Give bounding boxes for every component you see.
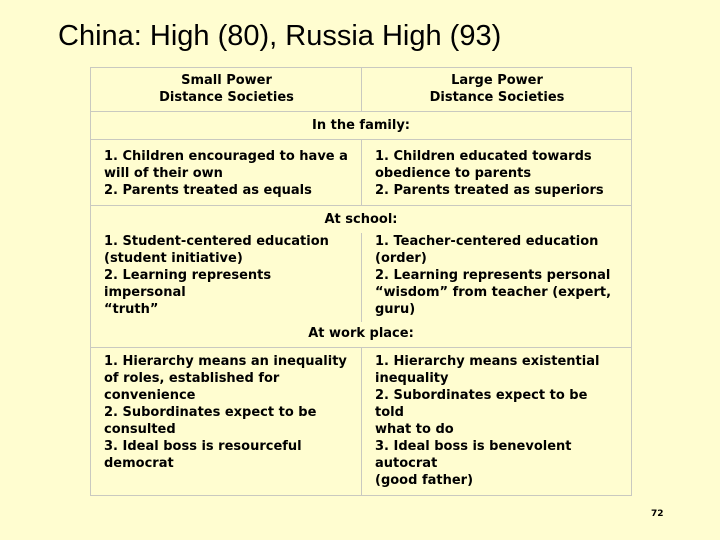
cell-line: 3. Ideal boss is resourceful	[104, 439, 302, 454]
cell-line: “wisdom” from teacher (expert,	[375, 285, 612, 300]
cell-line: 1. Hierarchy means an inequality	[104, 354, 347, 369]
table-row-school	[91, 233, 631, 322]
cell-line: (order)	[375, 251, 427, 266]
cell-line: of roles, established for	[104, 371, 280, 386]
cell-line: 1. Children educated towards	[375, 149, 592, 164]
cell-line: will of their own	[104, 166, 223, 181]
cell-line: 2. Learning represents personal	[375, 268, 611, 283]
table-header-row	[91, 68, 631, 111]
cell-family-large-power	[361, 140, 631, 205]
cell-line: 2. Learning represents impersonal	[104, 268, 272, 300]
cell-line: obedience to parents	[375, 166, 532, 181]
cell-line: 3. Ideal boss is benevolent	[375, 439, 572, 454]
header-large-power-line: Large Power	[451, 73, 543, 88]
cell-line: 2. Parents treated as equals	[104, 183, 312, 198]
header-large-power-line: Distance Societies	[429, 90, 565, 105]
cell-line: (good father)	[375, 473, 474, 488]
page-number: 72	[651, 509, 664, 519]
table-row-workplace	[91, 347, 631, 495]
cell-line: 1. Teacher-centered education	[375, 234, 599, 249]
cell-line: (student initiative)	[104, 251, 243, 266]
section-label-school: At school:	[91, 205, 631, 233]
cell-family-small-power	[91, 140, 361, 205]
power-distance-table	[90, 67, 632, 496]
cell-line: 2. Subordinates expect to be told	[375, 388, 588, 420]
section-label-family: In the family:	[91, 111, 631, 139]
cell-line: 1. Student-centered education	[104, 234, 329, 249]
cell-line: “truth”	[104, 302, 159, 317]
cell-line: autocrat	[375, 456, 438, 471]
cell-school-large-power	[361, 233, 631, 322]
slide-title: China: High (80), Russia High (93)	[58, 20, 502, 52]
cell-line: 2. Subordinates expect to be	[104, 405, 317, 420]
cell-line: democrat	[104, 456, 174, 471]
header-small-power-line: Distance Societies	[159, 90, 294, 105]
cell-line: 1. Children encouraged to have a	[104, 149, 348, 164]
table-row-family	[91, 139, 631, 205]
cell-line: what to do	[375, 422, 454, 437]
header-small-power	[91, 68, 361, 111]
cell-line: 2. Parents treated as superiors	[375, 183, 604, 198]
cell-workplace-small-power	[91, 348, 361, 495]
cell-line: 1. Hierarchy means existential	[375, 354, 600, 369]
header-large-power	[361, 68, 631, 111]
section-label-workplace: At work place:	[308, 326, 414, 341]
cell-school-small-power	[91, 233, 361, 322]
cell-workplace-large-power	[361, 348, 631, 495]
cell-line: convenience	[104, 388, 196, 403]
cell-line: consulted	[104, 422, 176, 437]
header-small-power-line: Small Power	[181, 73, 272, 88]
cell-line: guru)	[375, 302, 416, 317]
cell-line: inequality	[375, 371, 449, 386]
